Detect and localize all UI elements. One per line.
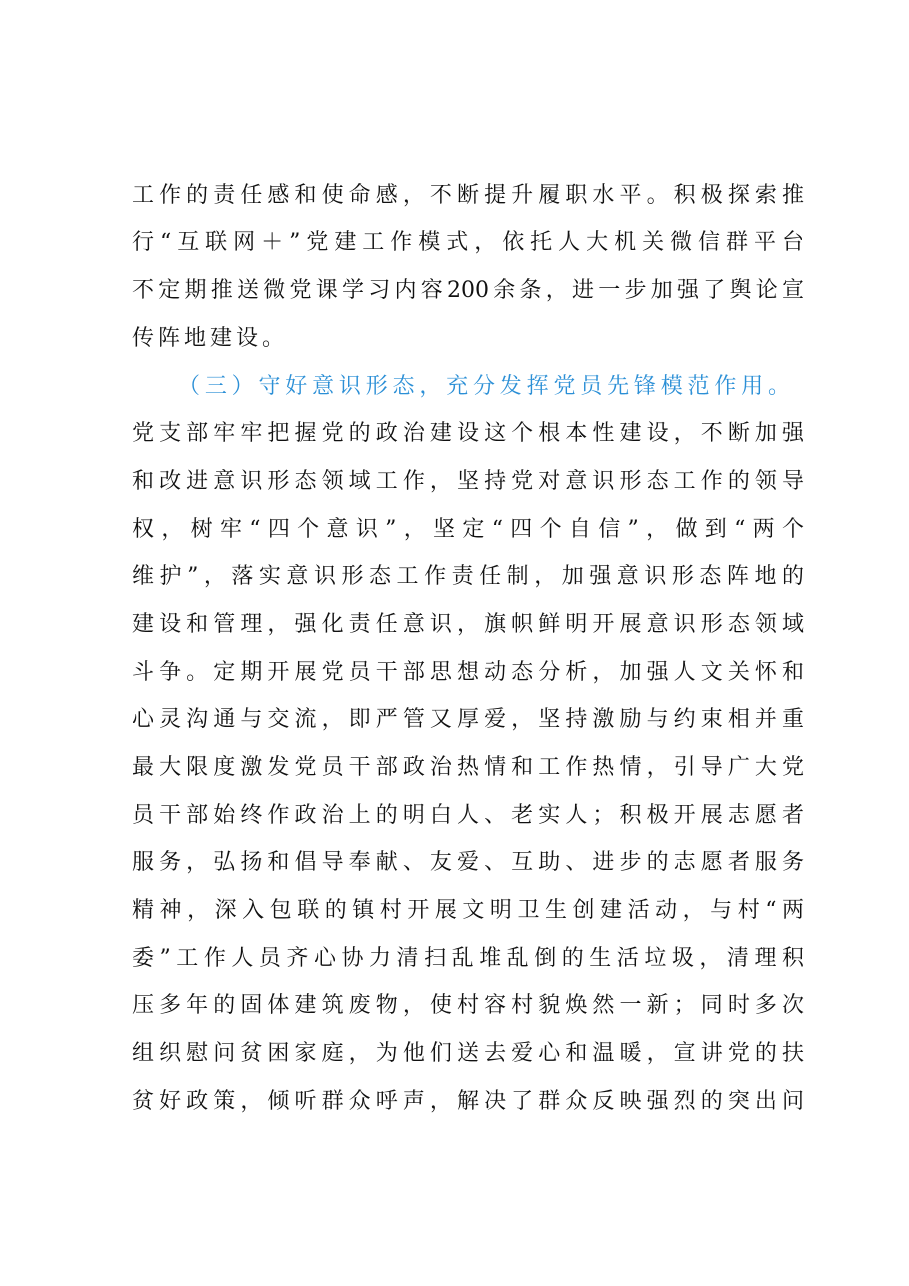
paragraph-line: 党支部牢牢把握党的政治建设这个根本性建设，不断加强 — [132, 421, 804, 446]
paragraph-line: 和改进意识形态领域工作，坚持党对意识形态工作的领导 — [132, 469, 804, 494]
paragraph-line: 压多年的固体建筑废物，使村容村貌焕然一新；同时多次 — [132, 993, 804, 1018]
paragraph-line: 组织慰问贫困家庭，为他们送去爱心和温暖，宣讲党的扶 — [132, 1041, 804, 1066]
paragraph-line: 传阵地建设。 — [132, 326, 289, 351]
paragraph-line: 贫好政策，倾听群众呼声，解决了群众反映强烈的突出问 — [132, 1089, 804, 1114]
paragraph-line: 行“互联网＋”党建工作模式，依托人大机关微信群平台 — [132, 230, 804, 255]
paragraph-line: 委”工作人员齐心协力清扫乱堆乱倒的生活垃圾，清理积 — [132, 946, 804, 971]
paragraph-line: 斗争。定期开展党员干部思想动态分析，加强人文关怀和 — [132, 660, 804, 685]
paragraph-line: 服务，弘扬和倡导奉献、友爱、互助、进步的志愿者服务 — [132, 850, 804, 875]
paragraph-line: 精神，深入包联的镇村开展文明卫生创建活动，与村“两 — [132, 898, 804, 923]
paragraph-line: 员干部始终作政治上的明白人、老实人；积极开展志愿者 — [132, 803, 804, 828]
paragraph-line: 心灵沟通与交流，即严管又厚爱，坚持激励与约束相并重 — [132, 707, 804, 732]
paragraph-line: 工作的责任感和使命感，不断提升履职水平。积极探索推 — [132, 183, 804, 208]
section-heading: （三）守好意识形态，充分发挥党员先锋模范作用。 — [178, 374, 790, 399]
paragraph-line: 维护”，落实意识形态工作责任制，加强意识形态阵地的 — [132, 564, 804, 589]
paragraph-line: 最大限度激发党员干部政治热情和工作热情，引导广大党 — [132, 755, 804, 780]
paragraph-line: 权，树牢“四个意识”，坚定“四个自信”，做到“两个 — [132, 517, 804, 542]
paragraph-line: 不定期推送微党课学习内容200余条，进一步加强了舆论宣 — [132, 278, 804, 303]
paragraph-line: 建设和管理，强化责任意识，旗帜鲜明开展意识形态领域 — [132, 612, 804, 637]
